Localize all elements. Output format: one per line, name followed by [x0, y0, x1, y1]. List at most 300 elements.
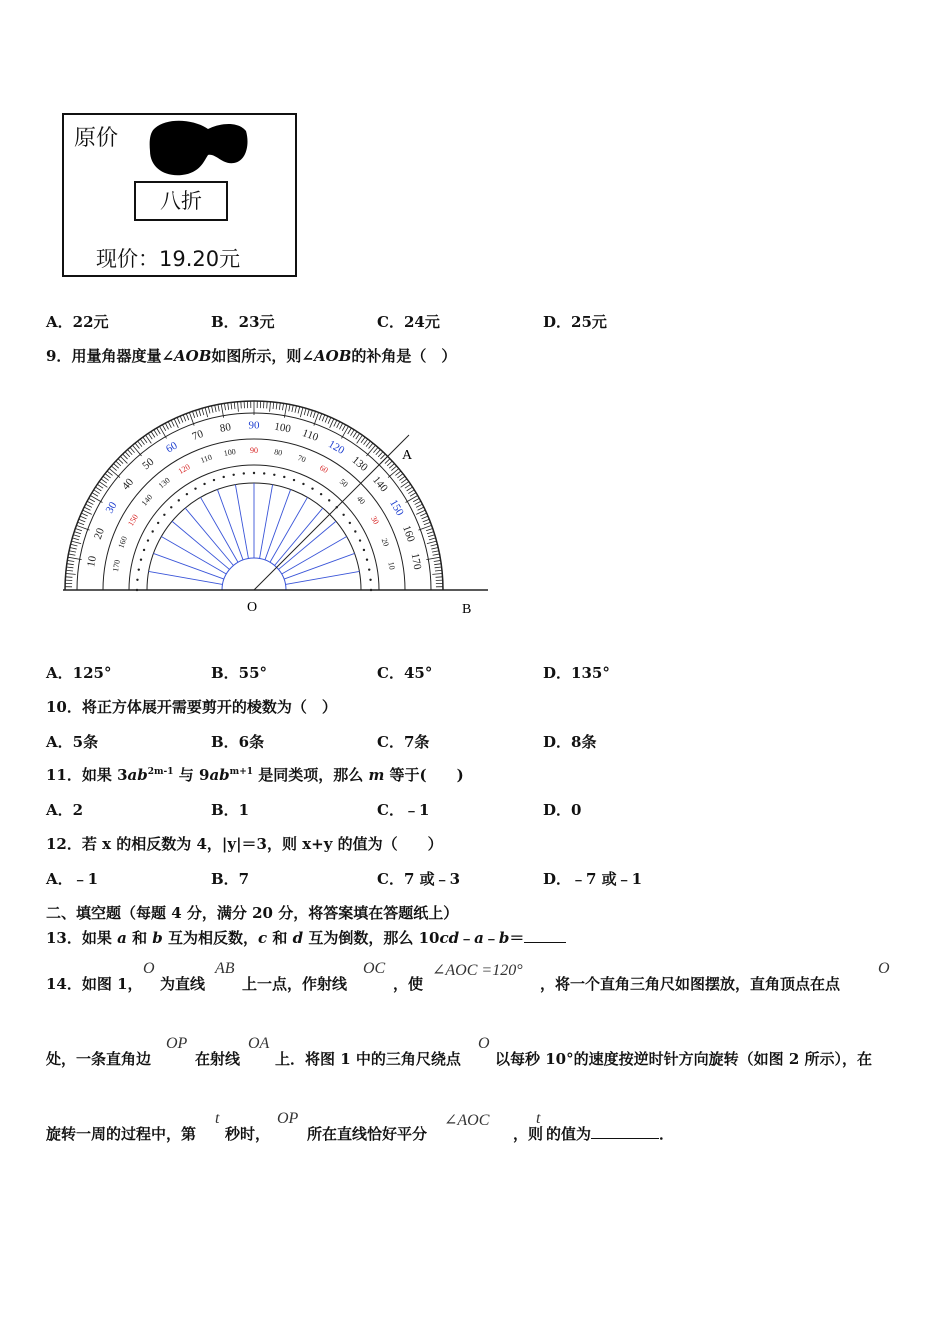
degree-tick [171, 420, 174, 426]
q11-exp2: m+1 [229, 767, 253, 777]
q13-text-b: 和 [126, 929, 153, 947]
q13-text-c: 互为相反数， [162, 929, 259, 947]
inner-scale-label: 90 [250, 445, 258, 455]
label-o: O [247, 600, 258, 615]
degree-tick [391, 466, 396, 471]
q9-option-a[interactable]: A．125° [46, 664, 112, 682]
degree-tick [87, 501, 93, 504]
q13-var-b: b [152, 929, 163, 947]
outer-scale-label: 120 [326, 438, 347, 457]
degree-tick [433, 554, 440, 555]
degree-tick [109, 469, 120, 478]
degree-tick [94, 490, 100, 494]
degree-tick [330, 419, 334, 428]
degree-tick [208, 407, 210, 414]
q10-option-a[interactable]: A．5条 [46, 733, 99, 751]
degree-tick [366, 441, 370, 447]
degree-tick [72, 538, 79, 540]
degree-tick [107, 471, 112, 475]
section-2-heading: 二、填空题（每题 4 分，满分 20 分，将答案填在答题纸上） [46, 904, 459, 922]
outer-scale-label: 60 [164, 439, 180, 456]
inner-scale-label: 70 [296, 453, 308, 465]
degree-tick [148, 433, 152, 439]
q14-math-op: OP [166, 1035, 188, 1052]
degree-tick [67, 560, 74, 561]
q11-option-a[interactable]: A．2 [46, 801, 84, 819]
q9-option-b[interactable]: B．55° [211, 664, 268, 682]
q14-l3-e-text: 的值为 [546, 1125, 592, 1143]
scale-dot [336, 506, 338, 508]
q9-text-c: 的补角是（ ） [351, 347, 457, 365]
scale-dot [138, 568, 140, 570]
degree-tick [397, 474, 403, 478]
scale-dot [320, 493, 322, 495]
scale-dot [232, 474, 234, 476]
q10-option-d[interactable]: D．8条 [543, 733, 597, 751]
degree-tick [434, 564, 441, 565]
degree-tick [364, 439, 368, 445]
q13-var-d: d [292, 929, 304, 947]
degree-tick [143, 437, 147, 443]
q9-option-d[interactable]: D．135° [543, 664, 610, 682]
degree-tick [420, 513, 426, 516]
degree-tick [428, 535, 435, 537]
protractor-static [63, 401, 488, 617]
scale-dot [178, 499, 180, 501]
q13-text-h: ＝ [509, 929, 525, 947]
degree-tick [211, 406, 213, 413]
q11-text-b: 与 9 [173, 766, 210, 784]
degree-tick [273, 402, 274, 409]
degree-tick [387, 461, 392, 466]
q14-l3-d: ，则 [513, 1125, 544, 1143]
q13-text-d: 和 [267, 929, 293, 947]
degree-tick [157, 428, 161, 434]
degree-tick [416, 504, 422, 507]
degree-tick [67, 564, 74, 565]
q10-option-c[interactable]: C．7条 [377, 733, 430, 751]
degree-tick [279, 403, 280, 410]
degree-tick [300, 407, 303, 417]
degree-tick [328, 417, 331, 423]
degree-tick [224, 403, 225, 410]
q13-var-a2: a [474, 929, 484, 947]
scale-dot [349, 522, 351, 524]
degree-tick [406, 496, 418, 503]
degree-tick [342, 425, 345, 431]
outer-scale-label: 90 [248, 419, 260, 432]
inner-scale-label: 50 [337, 476, 350, 490]
degree-tick [133, 445, 142, 456]
q10-option-b[interactable]: B．6条 [211, 733, 265, 751]
degree-tick [342, 426, 349, 438]
q14-l1-b: 为直线 [160, 975, 206, 993]
radial-line [149, 571, 223, 584]
degree-tick [71, 544, 78, 546]
scale-dot [157, 522, 159, 524]
degree-tick [298, 407, 300, 414]
degree-tick [295, 406, 297, 413]
outer-scale-label: 100 [273, 420, 292, 436]
degree-tick [339, 423, 342, 429]
inner-scale-label: 100 [223, 446, 237, 458]
outer-scale-label: 30 [103, 500, 120, 516]
scale-dot [273, 474, 275, 476]
q11-text-d: 等于( ) [384, 766, 464, 784]
q14-math-o3: O [478, 1035, 490, 1052]
q14-math-aoc: ∠AOC [444, 1112, 490, 1129]
degree-tick [70, 547, 77, 549]
degree-tick [353, 431, 357, 437]
radial-line [275, 508, 323, 565]
degree-tick [427, 541, 437, 544]
scale-dot [223, 476, 225, 478]
scale-dot [186, 493, 188, 495]
q13-text-a: 13．如果 [46, 929, 118, 947]
q14-l3-a: 旋转一周的过程中，第 [46, 1125, 197, 1143]
degree-tick [434, 560, 441, 561]
q13-text-e: 互为倒数，那么 10 [303, 929, 440, 947]
scale-dot [311, 487, 313, 489]
degree-tick [183, 415, 186, 421]
inner-scale-label: 30 [369, 514, 381, 526]
scale-dot [170, 506, 172, 508]
degree-tick [385, 459, 390, 464]
scale-dot [143, 549, 145, 551]
degree-tick [407, 487, 413, 491]
degree-tick [373, 447, 378, 452]
q11-term2: ab [209, 766, 230, 784]
label-b: B [462, 602, 472, 617]
inner-scale-label: 20 [379, 536, 391, 548]
degree-tick [276, 402, 277, 409]
degree-tick [154, 430, 158, 436]
q14-l1-d: ，使 [393, 975, 424, 993]
outer-scale-label: 70 [190, 427, 205, 443]
degree-tick [348, 428, 352, 434]
q13-var-b2: b [498, 929, 510, 947]
q13-question [46, 927, 566, 948]
inner-scale-label: 170 [110, 559, 122, 573]
degree-tick [432, 574, 442, 575]
q11-exp1: 2m-1 [147, 767, 174, 777]
degree-tick [405, 484, 411, 488]
scale-dot [194, 487, 196, 489]
q14-l2-b: 在射线 [195, 1050, 241, 1068]
q12-question: 12．若 x 的相反数为 4，|y|＝3，则 x+y 的值为（ ） [46, 835, 443, 853]
scale-dot [136, 579, 138, 581]
degree-tick [151, 431, 155, 437]
q14-math-aoc120: ∠AOC =120° [432, 962, 523, 979]
degree-tick [234, 402, 235, 409]
inner-scale-label: 60 [318, 463, 330, 475]
current-price: 现价：19.20元 [96, 247, 241, 271]
degree-tick [135, 443, 139, 448]
inner-scale-label: 80 [273, 447, 283, 458]
q13-var-c: c [258, 929, 268, 947]
degree-tick [435, 567, 442, 568]
degree-tick [376, 450, 381, 455]
degree-tick [125, 452, 130, 457]
scale-dot [147, 539, 149, 541]
q14-l1-a: 14．如图 1， [46, 975, 143, 993]
scale-dot [151, 530, 153, 532]
degree-tick [92, 493, 98, 497]
degree-tick [361, 437, 365, 443]
degree-tick [86, 504, 92, 507]
degree-tick [369, 443, 373, 448]
degree-tick [75, 528, 82, 530]
degree-tick [416, 510, 425, 514]
radial-line [235, 485, 248, 559]
q14-l1-e: ，将一个直角三角尺如图摆放，直角顶点在点 [540, 975, 841, 993]
degree-tick [413, 498, 419, 501]
q12-option-b[interactable]: B．7 [211, 870, 250, 888]
q14-math-t1: t [215, 1110, 220, 1127]
degree-tick [114, 464, 119, 469]
scale-dot [366, 559, 368, 561]
scale-dot [213, 479, 215, 481]
radial-line [172, 521, 229, 569]
degree-tick [66, 574, 76, 575]
scale-dot [293, 479, 295, 481]
scale-dot [243, 472, 245, 474]
degree-tick [389, 464, 394, 469]
inner-scale-label: 150 [126, 512, 140, 528]
q10-question: 10．将正方体展开需要剪开的棱数为（ ） [46, 698, 337, 716]
degree-tick [408, 490, 414, 494]
q14-l3-c: 所在直线恰好平分 [307, 1125, 428, 1143]
q13-text-g: ﹣ [483, 929, 499, 947]
q14-math-t2: t [536, 1110, 541, 1127]
radial-line [279, 521, 336, 569]
q12-option-c[interactable]: C．7 或﹣3 [377, 870, 461, 888]
q13-text-f: ﹣ [459, 929, 475, 947]
q11-var: m [368, 766, 385, 784]
inner-scale-label: 10 [386, 561, 397, 571]
degree-tick [429, 538, 436, 540]
scale-dot [354, 530, 356, 532]
scale-dot [370, 589, 372, 591]
original-price-label: 原价 [74, 126, 119, 151]
q11-option-d[interactable]: D．0 [543, 801, 582, 819]
degree-tick [205, 407, 208, 417]
discount-box: 八折 [134, 181, 228, 221]
q14-l3-b: 秒时， [225, 1125, 271, 1143]
ink-blot-icon [146, 117, 250, 177]
q13-var-a: a [117, 929, 127, 947]
degree-tick [90, 496, 102, 503]
q14-answer-blank[interactable] [591, 1138, 659, 1139]
outer-scale-label: 40 [119, 476, 137, 493]
inner-scale-label: 40 [354, 494, 368, 507]
q11-term1: ab [127, 766, 148, 784]
q14-l3-f-text: ． [659, 1125, 675, 1143]
degree-tick [310, 410, 312, 417]
degree-tick [431, 544, 438, 546]
outer-scale-label: 50 [140, 455, 157, 473]
inner-scale-label: 140 [139, 492, 155, 508]
degree-tick [218, 404, 219, 411]
outer-scale-label: 150 [387, 497, 406, 518]
radial-line [185, 508, 233, 565]
degree-tick [270, 402, 271, 412]
inner-scale-label: 110 [199, 452, 214, 465]
q9-angle: ∠AOB [161, 347, 212, 365]
degree-tick [378, 452, 383, 457]
degree-tick [83, 510, 92, 514]
degree-tick [202, 408, 204, 415]
degree-tick [435, 570, 442, 571]
scale-dot [369, 579, 371, 581]
degree-tick [307, 409, 309, 416]
scale-dot [302, 483, 304, 485]
degree-tick [116, 461, 121, 466]
degree-tick [432, 551, 439, 552]
degree-tick [196, 410, 198, 417]
degree-tick [401, 479, 407, 483]
degree-tick [410, 493, 416, 497]
q14-l2-d: 以每秒 10°的速度按逆时针方向旋转（如图 2 所示），在 [495, 1050, 872, 1068]
scale-dot [368, 568, 370, 570]
degree-tick [423, 519, 429, 522]
degree-tick [215, 405, 216, 412]
price-tag [62, 113, 297, 277]
degree-tick [103, 476, 109, 480]
degree-tick [289, 404, 290, 411]
degree-tick [80, 516, 86, 519]
degree-tick [111, 466, 116, 471]
radial-line [260, 485, 273, 559]
degree-tick [313, 411, 315, 418]
degree-tick [380, 454, 385, 459]
outer-scale-label: 160 [400, 523, 418, 544]
q8-option-c[interactable]: C．24元 [377, 313, 440, 331]
degree-tick [422, 516, 428, 519]
degree-tick [415, 501, 421, 504]
degree-tick [130, 447, 135, 452]
degree-tick [424, 522, 431, 525]
degree-tick [97, 484, 103, 488]
radial-line [286, 571, 360, 584]
q13-var-cd: cd [439, 929, 460, 947]
q9-angle-2: ∠AOB [301, 347, 352, 365]
q11-option-c[interactable]: C．﹣1 [377, 801, 430, 819]
degree-tick [160, 426, 167, 438]
degree-tick [162, 425, 165, 431]
q11-text-a: 11．如果 3 [46, 766, 128, 784]
degree-tick [140, 439, 144, 445]
degree-tick [180, 416, 183, 422]
degree-tick [81, 513, 87, 516]
degree-tick [186, 414, 189, 421]
degree-tick [282, 403, 283, 410]
degree-tick [165, 423, 168, 429]
degree-tick [177, 417, 180, 423]
degree-tick [228, 403, 229, 410]
degree-tick [399, 476, 405, 480]
q14-math-ab: AB [215, 960, 235, 977]
protractor-figure [55, 395, 505, 625]
degree-tick [334, 420, 337, 426]
inner-scale-label: 160 [116, 535, 130, 550]
scale-dot [136, 589, 138, 591]
degree-tick [118, 459, 123, 464]
label-a: A [402, 448, 413, 463]
degree-tick [84, 507, 90, 510]
degree-tick [395, 471, 400, 475]
scale-dot [203, 483, 205, 485]
q8-option-b[interactable]: B．23元 [211, 313, 275, 331]
degree-tick [337, 422, 340, 428]
degree-tick [304, 408, 306, 415]
outer-scale-label: 170 [408, 552, 424, 571]
degree-tick [95, 487, 101, 491]
q9-option-c[interactable]: C．45° [377, 664, 433, 682]
outer-scale-label: 20 [91, 526, 107, 541]
q8-option-d[interactable]: D．25元 [543, 313, 607, 331]
q12-option-a[interactable]: A．﹣1 [46, 870, 99, 888]
degree-tick [356, 433, 360, 439]
q14-l1-c: 上一点，作射线 [242, 975, 348, 993]
q12-option-d[interactable]: D．﹣7 或﹣1 [543, 870, 643, 888]
outer-scale-label: 130 [349, 454, 370, 474]
q9-question [46, 345, 456, 366]
q14-math-o2: O [878, 960, 890, 977]
degree-tick [101, 479, 107, 483]
scale-dot [140, 559, 142, 561]
degree-tick [89, 498, 95, 501]
q11-option-b[interactable]: B．1 [211, 801, 250, 819]
q14-math-op2: OP [277, 1110, 299, 1127]
degree-tick [168, 422, 171, 428]
scale-dot [253, 472, 255, 474]
q14-math-oa: OA [248, 1035, 270, 1052]
degree-tick [174, 419, 178, 428]
q8-option-a[interactable]: A．22元 [46, 313, 109, 331]
degree-tick [105, 474, 111, 478]
degree-tick [231, 402, 232, 409]
scale-dot [359, 539, 361, 541]
degree-tick [69, 551, 76, 552]
inner-scale-label: 130 [156, 475, 172, 491]
q9-number: 9． [46, 347, 72, 365]
scale-dot [328, 499, 330, 501]
degree-tick [431, 547, 438, 549]
outer-scale-label: 110 [300, 427, 320, 444]
q14-l2-c: 上．将图 1 中的三角尺绕点 [275, 1050, 461, 1068]
scale-dot [342, 514, 344, 516]
q11-text-c: 是同类项，那么 [253, 766, 369, 784]
inner-scale-label: 120 [176, 462, 192, 476]
outer-scale-label: 140 [370, 474, 390, 495]
degree-tick [73, 535, 80, 537]
q14-math-oc: OC [363, 960, 386, 977]
degree-tick [199, 409, 201, 416]
q9-text-a: 用量角器度量 [71, 347, 162, 365]
degree-tick [66, 570, 73, 571]
degree-tick [66, 567, 73, 568]
outer-scale-label: 80 [218, 421, 232, 435]
degree-tick [388, 469, 399, 478]
scale-dot [363, 549, 365, 551]
degree-tick [68, 554, 75, 555]
scale-dot [263, 472, 265, 474]
degree-tick [350, 430, 354, 436]
q13-answer-blank[interactable] [524, 942, 566, 943]
q14-l3-e [546, 1123, 674, 1144]
degree-tick [128, 450, 133, 455]
